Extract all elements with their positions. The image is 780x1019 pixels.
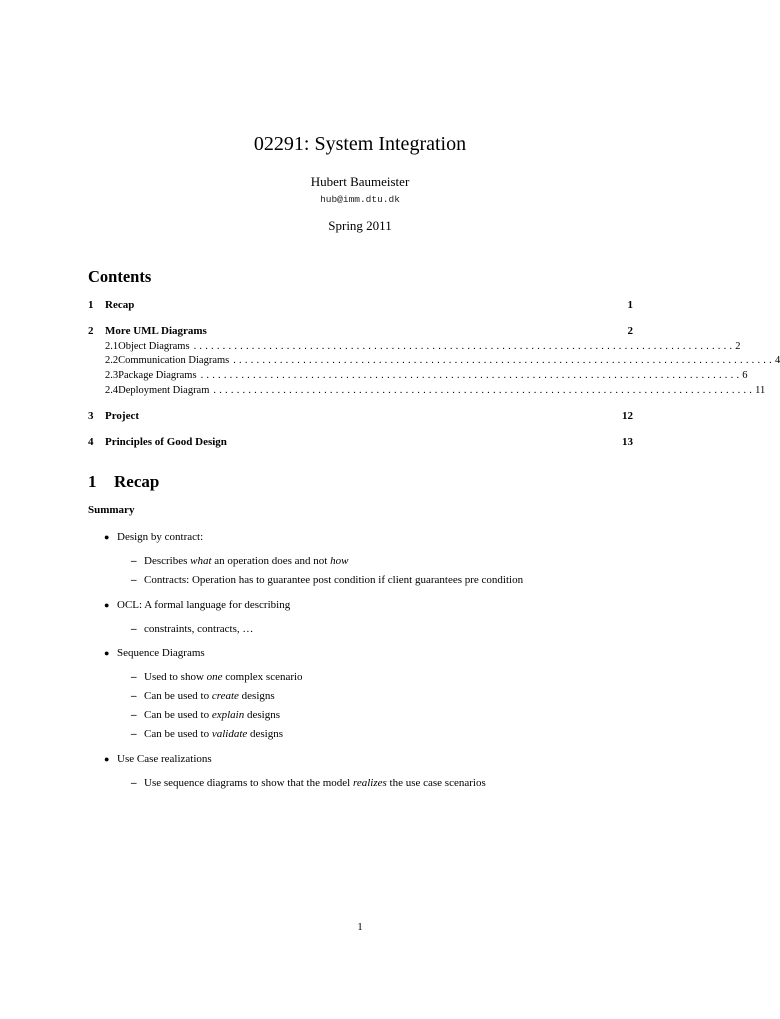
toc-subsection-page: 4 bbox=[774, 355, 780, 366]
toc-section-number: 2 bbox=[88, 325, 94, 337]
toc-section-title: Project bbox=[105, 410, 139, 422]
section-title: Recap bbox=[114, 472, 160, 491]
toc-section-page: 2 bbox=[627, 325, 633, 337]
toc-section-recap[interactable] bbox=[88, 299, 633, 312]
dash-icon: – bbox=[131, 690, 137, 702]
dash-icon: – bbox=[131, 728, 137, 740]
dash-icon: – bbox=[131, 671, 137, 683]
dash-icon: – bbox=[131, 777, 137, 789]
list-item: Use Case realizations bbox=[117, 753, 212, 765]
dash-icon: – bbox=[131, 574, 137, 586]
sub-list-item: Can be used to validate designs bbox=[144, 728, 284, 740]
toc-leader-dots: ............................................................................................. bbox=[193, 341, 736, 352]
section-number: 1 bbox=[88, 472, 97, 491]
bullet-icon: ● bbox=[104, 600, 110, 610]
toc-section-title: Recap bbox=[105, 299, 135, 311]
toc-subsection-deployment-diagram[interactable] bbox=[105, 384, 766, 397]
sub-list-item: constraints, contracts, … bbox=[144, 623, 254, 635]
sub-list-item: Used to show one complex scenario bbox=[144, 671, 303, 683]
toc-section-page: 13 bbox=[622, 436, 633, 448]
toc-section-more-uml-diagrams[interactable] bbox=[88, 325, 633, 338]
toc-section-project[interactable] bbox=[88, 410, 633, 423]
contents-heading: Contents bbox=[88, 267, 152, 286]
toc-subsection-page: 6 bbox=[742, 370, 748, 381]
bullet-icon: ● bbox=[104, 532, 110, 542]
bullet-icon: ● bbox=[104, 754, 110, 764]
bullet-icon: ● bbox=[104, 648, 110, 658]
section-heading-recap bbox=[88, 471, 159, 492]
toc-subsection-page: 11 bbox=[755, 385, 766, 396]
toc-leader-dots: ............................................................................................. bbox=[213, 385, 756, 396]
toc-leader-dots: ............................................................................................. bbox=[200, 370, 743, 381]
toc-subsection-title: Communication Diagrams bbox=[118, 355, 230, 366]
sub-list-item: Can be used to create designs bbox=[144, 690, 275, 702]
author-name: Hubert Baumeister bbox=[310, 174, 410, 189]
list-item: Design by contract: bbox=[117, 531, 204, 543]
toc-subsection-number: 2.2 bbox=[105, 355, 119, 366]
list-item: OCL: A formal language for describing bbox=[117, 599, 291, 611]
sub-list-item: Use sequence diagrams to show that the model realizes the use case scenarios bbox=[144, 777, 486, 789]
toc-subsection-communication-diagrams[interactable] bbox=[105, 354, 780, 367]
toc-subsection-number: 2.3 bbox=[105, 370, 119, 381]
toc-section-page: 1 bbox=[627, 299, 633, 311]
toc-subsection-object-diagrams[interactable] bbox=[105, 340, 741, 353]
toc-subsection-number: 2.1 bbox=[105, 341, 119, 352]
page-number: 1 bbox=[357, 921, 363, 933]
sub-list-item: Describes what an operation does and not how bbox=[144, 555, 349, 567]
toc-subsection-page: 2 bbox=[735, 341, 741, 352]
dash-icon: – bbox=[131, 623, 137, 635]
toc-subsection-title: Deployment Diagram bbox=[118, 385, 210, 396]
list-item: Sequence Diagrams bbox=[117, 647, 205, 659]
toc-section-number: 1 bbox=[88, 299, 94, 311]
toc-section-number: 4 bbox=[88, 436, 94, 448]
dash-icon: – bbox=[131, 555, 137, 567]
toc-subsection-package-diagrams[interactable] bbox=[105, 369, 748, 382]
toc-section-title: More UML Diagrams bbox=[105, 325, 207, 337]
document-title: 02291: System Integration bbox=[253, 133, 467, 155]
toc-subsection-title: Package Diagrams bbox=[118, 370, 197, 381]
paragraph-heading-summary: Summary bbox=[88, 504, 135, 516]
sub-list-item: Can be used to explain designs bbox=[144, 709, 280, 721]
toc-section-page: 12 bbox=[622, 410, 633, 422]
toc-subsection-number: 2.4 bbox=[105, 385, 119, 396]
toc-subsection-title: Object Diagrams bbox=[118, 341, 190, 352]
sub-list-item: Contracts: Operation has to guarantee post condition if client guarantees pre condition bbox=[144, 574, 524, 586]
toc-section-number: 3 bbox=[88, 410, 94, 422]
dash-icon: – bbox=[131, 709, 137, 721]
toc-section-title: Principles of Good Design bbox=[105, 436, 227, 448]
author-email[interactable]: hub@imm.dtu.dk bbox=[320, 194, 400, 205]
toc-leader-dots: ............................................................................................. bbox=[233, 355, 775, 366]
toc-section-principles-of-good-design[interactable] bbox=[88, 436, 633, 449]
document-date: Spring 2011 bbox=[328, 218, 392, 233]
